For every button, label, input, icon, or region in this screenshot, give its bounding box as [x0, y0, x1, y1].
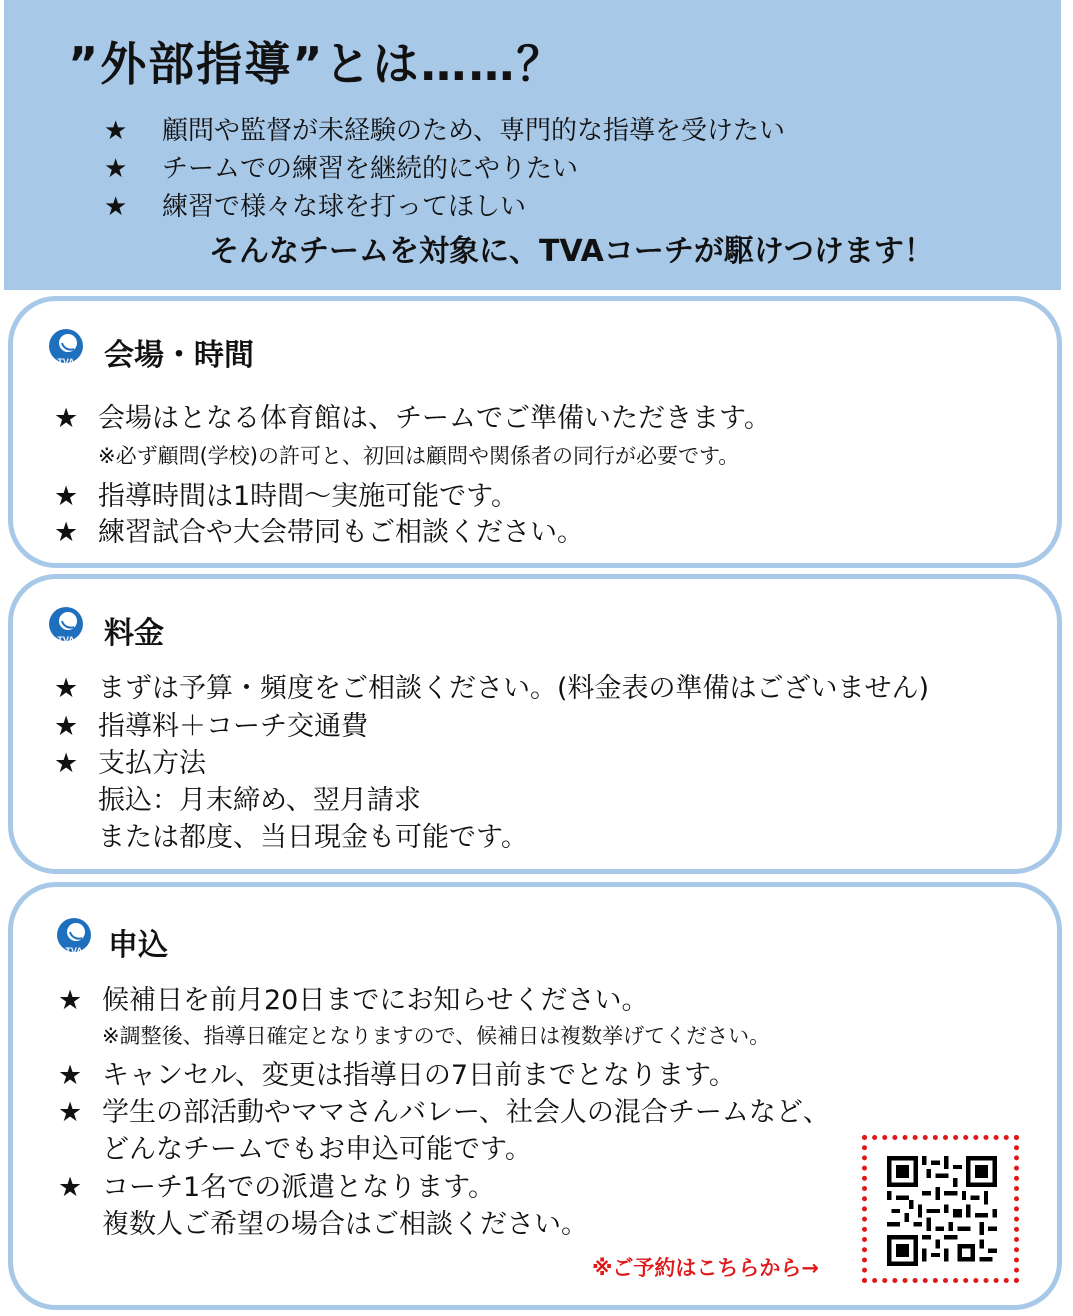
apply-line: ★ キャンセル、変更は指導日の7日前までとなります。: [58, 1060, 736, 1091]
intro-item: ★ 顧問や監督が未経験のため、専門的な指導を受けたい: [104, 116, 785, 146]
intro-item: ★ チームでの練習を継続的にやりたい: [104, 154, 579, 184]
apply-line: ★ コーチ1名での派遣となります。: [58, 1172, 496, 1203]
star-icon: ★: [54, 673, 79, 704]
fee-line: または都度、当日現金も可能です。: [98, 822, 528, 853]
fee-line: ★ 支払方法: [54, 748, 206, 779]
star-icon: ★: [58, 1060, 83, 1091]
tva-logo-icon: [46, 328, 86, 368]
fee-line: ★ 指導料＋コーチ交通費: [54, 711, 368, 742]
fee-title: 料金: [104, 616, 164, 651]
intro-item: ★ 練習で様々な球を打ってほしい: [104, 192, 527, 222]
venue-line: ★ 練習試合や大会帯同もご相談ください。: [54, 517, 584, 548]
fee-line: 振込：月末締め、翌月請求: [98, 785, 421, 816]
svg-text:TVA: TVA: [57, 357, 75, 367]
intro-header: [4, 0, 1061, 290]
tva-logo-icon: [46, 606, 86, 646]
venue-note: ※必ず顧問(学校)の許可と、初回は顧問や関係者の同行が必要です。: [98, 444, 740, 468]
apply-note: ※調整後、指導日確定となりますので、候補日は複数挙げてください。: [102, 1024, 771, 1048]
apply-title: 申込: [108, 928, 168, 963]
venue-line: ★ 会場はとなる体育館は、チームでご準備いただきます。: [54, 403, 771, 434]
star-icon: ★: [58, 1097, 83, 1128]
qr-code-frame[interactable]: [862, 1135, 1019, 1283]
star-icon: ★: [54, 403, 79, 434]
star-icon: ★: [54, 481, 79, 512]
star-icon: ★: [104, 154, 128, 184]
svg-text:TVA: TVA: [57, 635, 75, 645]
svg-text:TVA: TVA: [65, 946, 83, 956]
star-icon: ★: [58, 1172, 83, 1203]
apply-line: 複数人ご希望の場合はご相談ください。: [102, 1209, 588, 1240]
reservation-caption: ※ご予約はこちらから→: [592, 1256, 820, 1280]
venue-title: 会場・時間: [104, 338, 254, 373]
qr-code-icon[interactable]: [885, 1156, 999, 1266]
venue-line: ★ 指導時間は1時間～実施可能です。: [54, 481, 519, 512]
apply-line: ★ 学生の部活動やママさんバレー、社会人の混合チームなど、: [58, 1097, 830, 1128]
star-icon: ★: [54, 711, 79, 742]
star-icon: ★: [58, 985, 83, 1016]
apply-line: ★ 候補日を前月20日までにお知らせください。: [58, 985, 649, 1016]
apply-line: どんなチームでもお申込可能です。: [102, 1134, 532, 1165]
tva-logo-icon: [54, 917, 94, 957]
fee-line: ★ まずは予算・頻度をご相談ください。(料金表の準備はございません): [54, 673, 930, 704]
intro-title: ”外部指導”とは……？: [68, 37, 565, 91]
star-icon: ★: [54, 517, 79, 548]
star-icon: ★: [104, 116, 128, 146]
star-icon: ★: [104, 192, 128, 222]
intro-tagline: そんなチームを対象に、TVAコーチが駆けつけます！: [209, 234, 934, 269]
star-icon: ★: [54, 748, 79, 779]
